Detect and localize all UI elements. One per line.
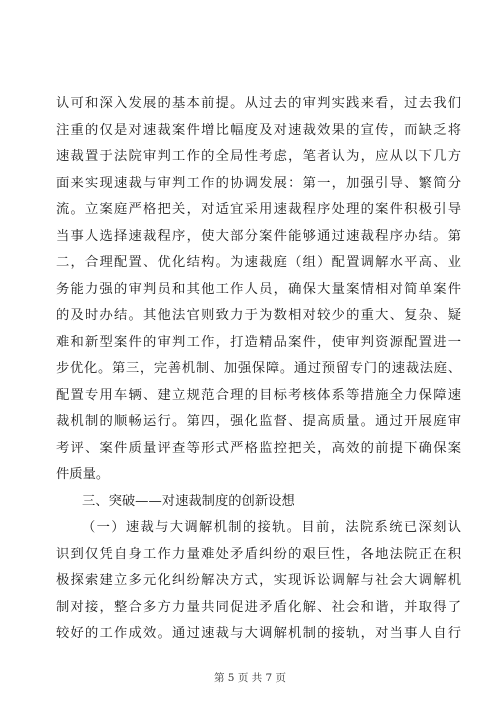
text-line: 件质量。 (56, 467, 110, 482)
text-line: （一）速裁与大调解机制的接轨。目前，法院系统已深刻认 (82, 520, 461, 535)
document-body (56, 91, 461, 648)
text-line: 流。立案庭严格把关，对适宜采用速裁程序处理的案件积极引导 (56, 202, 461, 217)
text-line: 注重的仅是对速裁案件增比幅度及对速裁效果的宣传，而缺乏将 (56, 122, 461, 138)
text-line: 难和新型案件的审判工作，打造精品案件，使审判资源配置进一 (56, 334, 461, 350)
text-line: 的及时办结。其他法官则致力于为数相对较少的重大、复杂、疑 (56, 308, 461, 323)
text-line: 配置专用车辆、建立规范合理的目标考核体系等措施全力保障速 (56, 387, 461, 403)
page-number-footer: 第 5 页 共 7 页 (213, 672, 287, 684)
text-line: 速裁置于法院审判工作的全局性考虑，笔者认为，应从以下几方 (56, 149, 461, 164)
text-line: 认可和深入发展的基本前提。从过去的审判实践来看，过去我们 (56, 96, 461, 111)
text-line: 务能力强的审判员和其他工作人员，确保大量案情相对简单案件 (56, 281, 461, 297)
text-line: 较好的工作成效。通过速裁与大调解机制的接轨，对当事人自行 (56, 626, 461, 641)
text-line: 裁机制的顺畅运行。第四，强化监督、提高质量。通过开展庭审 (56, 414, 461, 429)
text-line: 面来实现速裁与审判工作的协调发展：第一，加强引导、繁简分 (56, 175, 461, 191)
section-heading: 三、突破——对速裁制度的创新设想 (82, 493, 295, 509)
text-line: 考评、案件质量评查等形式严格监控把关，高效的前提下确保案 (56, 440, 461, 456)
text-line: 二，合理配置、优化结构。为速裁庭（组）配置调解水平高、业 (56, 255, 461, 270)
text-line: 极探索建立多元化纠纷解决方式，实现诉讼调解与社会大调解机 (56, 573, 461, 588)
text-line: 制对接，整合多方力量共同促进矛盾化解、社会和谐，并取得了 (56, 599, 461, 615)
text-line: 识到仅凭自身工作力量难处矛盾纠纷的艰巨性，各地法院正在积 (56, 546, 461, 562)
text-line: 当事人选择速裁程序，使大部分案件能够通过速裁程序办结。第 (56, 228, 461, 244)
text-line: 步优化。第三，完善机制、加强保障。通过预留专门的速裁法庭、 (56, 361, 461, 376)
